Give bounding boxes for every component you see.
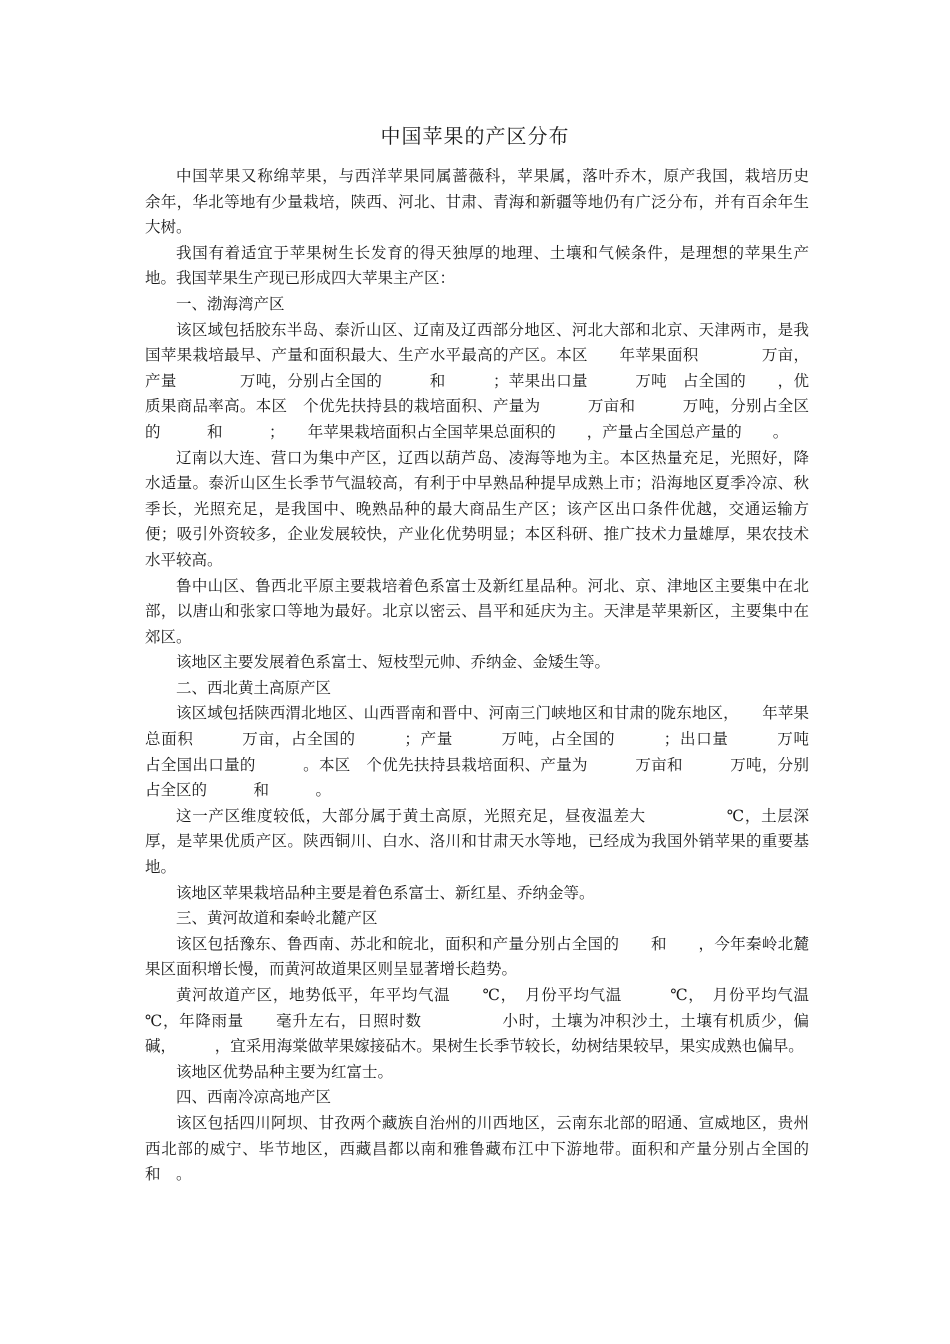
paragraph: 该区包括豫东、鲁西南、苏北和皖北，面积和产量分别占全国的 和 ，今年秦岭北麓果区面积增长慢，而黄河故道果区则呈显著增长趋势。 <box>145 934 809 979</box>
section-heading: 二、西北黄土高原产区 <box>176 678 332 697</box>
paragraph: 鲁中山区、鲁西北平原主要栽培着色系富士及新红星品种。河北、京、津地区主要集中在北部，以唐山和张家口等地为最好。北京以密云、昌平和延庆为主。天津是苹果新区，主要集中在郊区。 <box>145 576 809 646</box>
paragraph: 该区域包括胶东半岛、泰沂山区、辽南及辽西部分地区、河北大部和北京、天津两市，是我国苹果栽培最早、产量和面积最大、生产水平最高的产区。本区 年苹果面积 万亩，产量 万吨，分别占全国的 和 ；苹果出口量 万吨 占全国的 ，优质果商品率高。本区 个优先扶持县的栽培面积、产量为 万亩和 万吨，分别占全区的 和 ； 年苹果栽培面积占全国苹果总面积的 ，产量占全国总产量的 。 <box>145 320 809 441</box>
paragraph: 该地区优势品种主要为红富士。 <box>176 1062 394 1081</box>
document-title: 中国苹果的产区分布 <box>380 124 570 148</box>
paragraph: 黄河故道产区，地势低平，年平均气温 ℃， 月份平均气温 ℃， 月份平均气温 ℃，年降雨量 毫升左右，日照时数 小时，土壤为冲积沙土，土壤有机质少，偏碱， ，宜采用海棠做苹果嫁接砧木。果树生长季节较长，幼树结果较早，果实成熟也偏早。 <box>145 986 841 1056</box>
paragraph: 我国有着适宜于苹果树生长发育的得天独厚的地理、土壤和气候条件，是理想的苹果生产地。我国苹果生产现已形成四大苹果主产区： <box>145 243 809 288</box>
paragraph: 这一产区维度较低，大部分属于黄土高原，光照充足，昼夜温差大 ℃，土层深厚，是苹果优质产区。陕西铜川、白水、洛川和甘肃天水等地，已经成为我国外销苹果的重要基地。 <box>145 806 809 877</box>
paragraph: 中国苹果又称绵苹果，与西洋苹果同属蔷薇科，苹果属，落叶乔木，原产我国，栽培历史 余年，华北等地有少量栽培，陕西、河北、甘肃、青海和新疆等地仍有广泛分布，并有百余年生大树。 <box>145 167 841 237</box>
paragraph: 该区域包括陕西渭北地区、山西晋南和晋中、河南三门峡地区和甘肃的陇东地区， 年苹果总面积 万亩，占全国的 ；产量 万吨，占全国的 ；出口量 万吨 占全国出口量的 。本区 个优先扶持县栽培面积、产量为 万亩和 万吨，分别占全区的 和 。 <box>145 704 825 800</box>
paragraph: 辽南以大连、营口为集中产区，辽西以葫芦岛、凌海等地为主。本区热量充足，光照好，降水适量。泰沂山区生长季节气温较高，有利于中早熟品种提早成熟上市；沿海地区夏季冷凉、秋季长，光照充足，是我国中、晚熟品种的最大商品生产区；该产区出口条件优越，交通运输方便；吸引外资较多，企业发展较快，产业化优势明显；本区科研、推广技术力量雄厚，果农技术水平较高。 <box>145 448 809 569</box>
paragraph: 该地区主要发展着色系富士、短枝型元帅、乔纳金、金矮生等。 <box>176 653 611 672</box>
document-body <box>145 164 841 1188</box>
paragraph: 该区包括四川阿坝、甘孜两个藏族自治州的川西地区，云南东北部的昭通、宣威地区，贵州西北部的威宁、毕节地区，西藏昌都以南和雅鲁藏布江中下游地带。面积和产量分别占全国的 和 。 <box>145 1113 825 1184</box>
section-heading: 一、渤海湾产区 <box>176 294 285 313</box>
section-heading: 四、西南冷凉高地产区 <box>176 1088 332 1107</box>
section-heading: 三、黄河故道和秦岭北麓产区 <box>176 909 378 928</box>
paragraph: 该地区苹果栽培品种主要是着色系富士、新红星、乔纳金等。 <box>176 883 595 902</box>
